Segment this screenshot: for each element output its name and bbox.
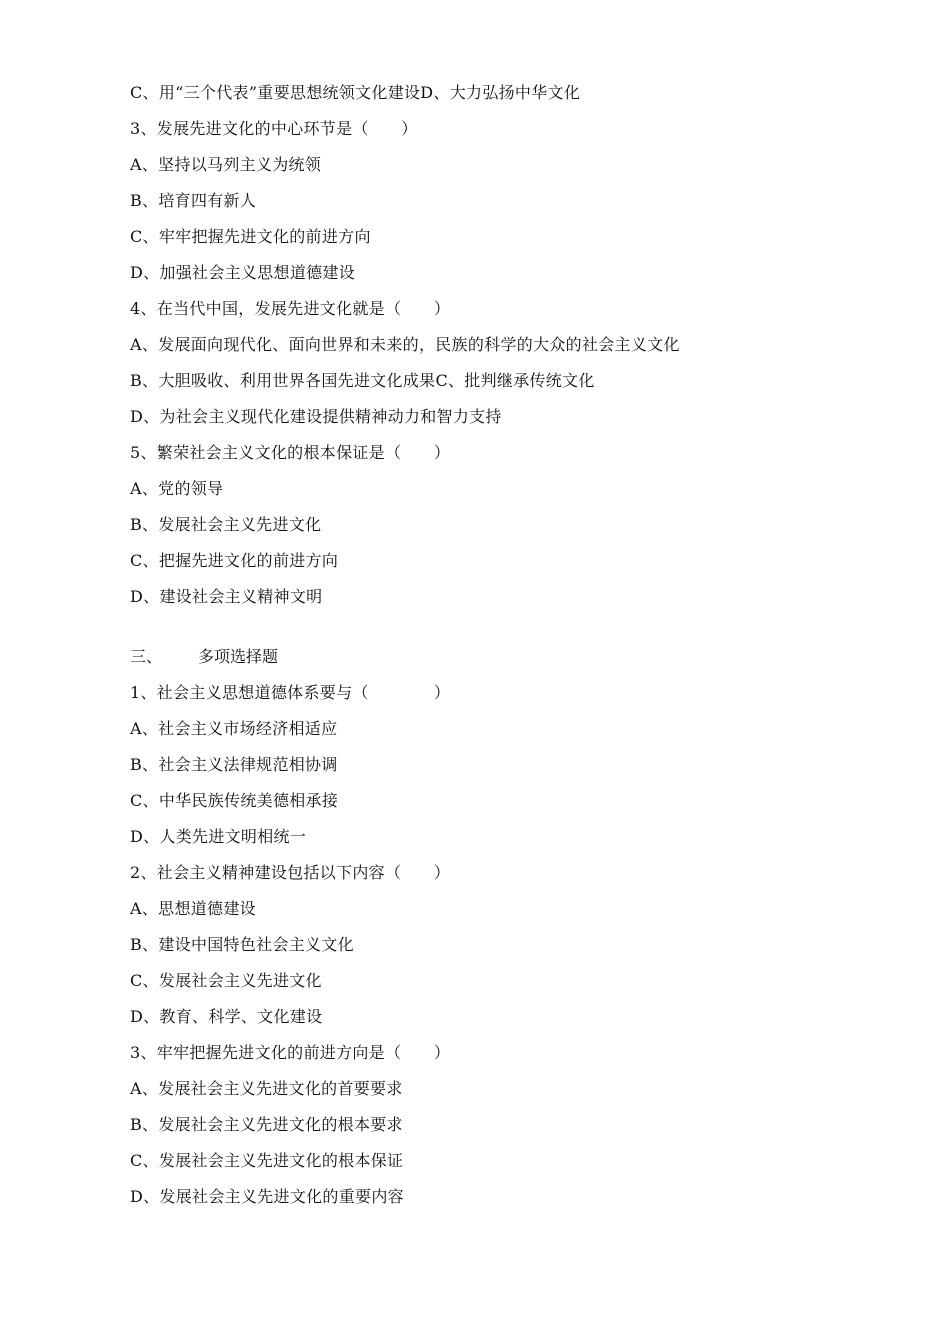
section-heading: [130, 644, 830, 680]
question-line: 5、繁荣社会主义文化的根本保证是（ ）: [130, 443, 451, 462]
question-line: 3、发展先进文化的中心环节是（ ）: [130, 119, 418, 138]
question-line: 4、在当代中国，发展先进文化就是（ ）: [130, 299, 451, 318]
option-line: A、社会主义市场经济相适应: [130, 719, 338, 738]
option-line: A、发展面向现代化、面向世界和未来的，民族的科学的大众的社会主义文化: [130, 335, 680, 354]
section-gap: [130, 620, 830, 644]
option-line: B、发展社会主义先进文化的根本要求: [130, 1115, 403, 1134]
option-line: A、坚持以马列主义为统领: [130, 155, 322, 174]
option-line: C、用“三个代表”重要思想统领文化建设D、大力弘扬中华文化: [130, 83, 581, 102]
document-page: [130, 80, 830, 1220]
option-line: D、建设社会主义精神文明: [130, 587, 323, 606]
option-line: C、中华民族传统美德相承接: [130, 791, 339, 810]
multiple-choice-section: [130, 680, 830, 1220]
option-line: C、牢牢把握先进文化的前进方向: [130, 227, 371, 246]
option-line: B、发展社会主义先进文化: [130, 515, 322, 534]
section-number: 三、: [130, 647, 163, 666]
question-line: 2、社会主义精神建设包括以下内容（ ）: [130, 863, 451, 882]
option-line: B、大胆吸收、利用世界各国先进文化成果C、批判继承传统文化: [130, 371, 595, 390]
single-choice-continuation: [130, 80, 830, 620]
option-line: A、党的领导: [130, 479, 224, 498]
option-line: D、加强社会主义思想道德建设: [130, 263, 356, 282]
question-line: 1、社会主义思想道德体系要与（ ）: [130, 683, 451, 702]
option-line: B、培育四有新人: [130, 191, 257, 210]
option-line: C、发展社会主义先进文化的根本保证: [130, 1151, 404, 1170]
option-line: A、思想道德建设: [130, 899, 256, 918]
option-line: D、发展社会主义先进文化的重要内容: [130, 1187, 404, 1206]
question-line: 3、牢牢把握先进文化的前进方向是（ ）: [130, 1043, 451, 1062]
option-line: C、把握先进文化的前进方向: [130, 551, 339, 570]
option-line: D、为社会主义现代化建设提供精神动力和智力支持: [130, 407, 502, 426]
option-line: B、社会主义法律规范相协调: [130, 755, 338, 774]
option-line: A、发展社会主义先进文化的首要要求: [130, 1079, 403, 1098]
option-line: D、人类先进文明相统一: [130, 827, 307, 846]
option-line: B、建设中国特色社会主义文化: [130, 935, 354, 954]
section-title: 多项选择题: [198, 647, 279, 666]
option-line: C、发展社会主义先进文化: [130, 971, 322, 990]
option-line: D、教育、科学、文化建设: [130, 1007, 323, 1026]
